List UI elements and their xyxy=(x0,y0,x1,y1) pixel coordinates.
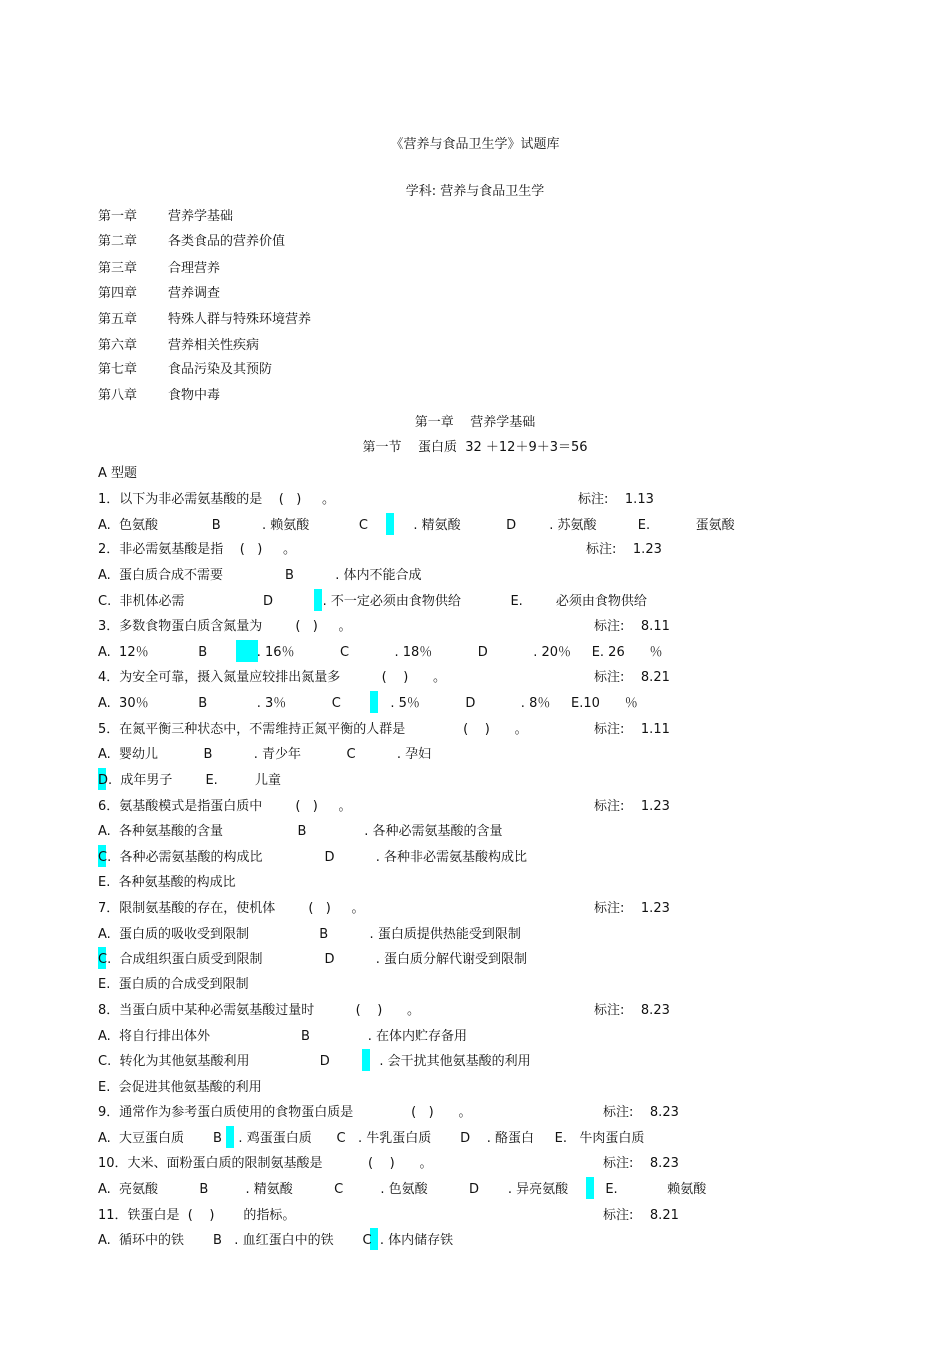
toc-chapter-number: 第六章 xyxy=(98,338,138,353)
toc-chapter-title: 食品污染及其预防 xyxy=(168,362,273,377)
option-line: A. 婴幼儿 B . 青少年 C . 孕妇 xyxy=(98,747,432,762)
option-line: C. 合成组织蛋白质受到限制 D . 蛋白质分解代谢受到限制 xyxy=(98,952,528,967)
chapter-heading: 第一章 营养学基础 xyxy=(414,415,536,430)
option-line: E. 会促进其他氨基酸的利用 xyxy=(98,1080,262,1095)
question-type-heading: A 型题 xyxy=(98,466,138,481)
toc-item xyxy=(0,361,950,379)
question-mark: 标注: 8.23 xyxy=(594,1003,670,1018)
question-mark: 标注: 1.23 xyxy=(586,542,662,557)
question-stem: 4．为安全可靠，摄入氮量应较排出氮量多 ( ) 。 xyxy=(98,670,447,685)
question-mark: 标注: 1.23 xyxy=(594,799,670,814)
toc-item xyxy=(0,387,950,405)
question-stem: 5．在氮平衡三种状态中，不需维持正氮平衡的人群是 ( ) 。 xyxy=(98,722,528,737)
question-stem: 2．非必需氨基酸是指 ( ) 。 xyxy=(98,542,297,557)
question-stem: 11．铁蛋白是 ( ) 的指标。 xyxy=(98,1208,296,1223)
question-stem: 10．大米、面粉蛋白质的限制氨基酸是 ( ) 。 xyxy=(98,1156,433,1171)
option-line: D. 成年男子 E. 儿童 xyxy=(98,773,282,788)
toc-chapter-number: 第八章 xyxy=(98,388,138,403)
question-mark: 标注: 8.11 xyxy=(594,619,670,634)
toc-chapter-number: 第三章 xyxy=(98,261,138,276)
toc-item xyxy=(0,260,950,278)
section-heading: 第一节 蛋白质 32 ＋12＋9＋3＝56 xyxy=(362,440,588,455)
question-mark: 标注: 1.23 xyxy=(594,901,670,916)
toc-chapter-title: 营养相关性疾病 xyxy=(168,338,260,353)
document-title: 《营养与食品卫生学》试题库 xyxy=(390,137,560,152)
question-stem: 9．通常作为参考蛋白质使用的食物蛋白质是 ( ) 。 xyxy=(98,1105,472,1120)
toc-chapter-number: 第五章 xyxy=(98,312,138,327)
option-line: A. 各种氨基酸的含量 B . 各种必需氨基酸的含量 xyxy=(98,824,503,839)
question-mark: 标注: 8.23 xyxy=(603,1105,679,1120)
question-stem: 3．多数食物蛋白质含氮量为 ( ) 。 xyxy=(98,619,352,634)
question-stem: 6．氨基酸模式是指蛋白质中 ( ) 。 xyxy=(98,799,352,814)
option-line: A. 色氨酸 B . 赖氨酸 C . 精氨酸 D . 苏氨酸 E. 蛋氨酸 xyxy=(98,518,735,533)
subject-line: 学科: 营养与食品卫生学 xyxy=(405,184,545,199)
question-mark: 标注: 8.21 xyxy=(594,670,670,685)
option-line: A. 30％ B . 3％ C . 5％ D . 8％ E.10 ％ xyxy=(98,696,638,711)
option-line: E. 各种氨基酸的构成比 xyxy=(98,875,236,890)
option-line: A. 大豆蛋白质 B . 鸡蛋蛋白质 C . 牛乳蛋白质 D . 酪蛋白 E. 牛肉蛋白质 xyxy=(98,1131,645,1146)
option-line: A. 蛋白质的吸收受到限制 B . 蛋白质提供热能受到限制 xyxy=(98,927,521,942)
toc-chapter-title: 各类食品的营养价值 xyxy=(168,234,286,249)
toc-chapter-title: 营养调查 xyxy=(168,286,221,301)
toc-chapter-title: 特殊人群与特殊环境营养 xyxy=(168,312,312,327)
toc-item xyxy=(0,285,950,303)
option-line: C. 转化为其他氨基酸利用 D . 会干扰其他氨基酸的利用 xyxy=(98,1054,531,1069)
question-stem: 7．限制氨基酸的存在，使机体 ( ) 。 xyxy=(98,901,365,916)
option-line: C. 各种必需氨基酸的构成比 D . 各种非必需氨基酸构成比 xyxy=(98,850,528,865)
toc-chapter-number: 第七章 xyxy=(98,362,138,377)
toc-item xyxy=(0,233,950,251)
question-stem: 1．以下为非必需氨基酸的是 ( ) 。 xyxy=(98,492,336,507)
toc-chapter-number: 第二章 xyxy=(98,234,138,249)
option-line: C. 非机体必需 D . 不一定必须由食物供给 E. 必须由食物供给 xyxy=(98,594,647,609)
option-line: A. 12％ B . 16％ C . 18％ D . 20％ E. 26 ％ xyxy=(98,645,663,660)
option-line: A. 蛋白质合成不需要 B . 体内不能合成 xyxy=(98,568,422,583)
option-line: E. 蛋白质的合成受到限制 xyxy=(98,977,249,992)
toc-item xyxy=(0,337,950,355)
option-line: A. 将自行排出体外 B . 在体内贮存备用 xyxy=(98,1029,468,1044)
question-stem: 8．当蛋白质中某种必需氨基酸过量时 ( ) 。 xyxy=(98,1003,421,1018)
toc-chapter-title: 合理营养 xyxy=(168,261,221,276)
toc-item xyxy=(0,208,950,226)
question-mark: 标注: 1.11 xyxy=(594,722,670,737)
question-mark: 标注: 1.13 xyxy=(578,492,654,507)
toc-chapter-number: 第一章 xyxy=(98,209,138,224)
toc-chapter-number: 第四章 xyxy=(98,286,138,301)
option-line: A. 亮氨酸 B . 精氨酸 C . 色氨酸 D . 异亮氨酸 E. 赖氨酸 xyxy=(98,1182,707,1197)
toc-chapter-title: 营养学基础 xyxy=(168,209,234,224)
toc-chapter-title: 食物中毒 xyxy=(168,388,221,403)
question-mark: 标注: 8.21 xyxy=(603,1208,679,1223)
question-mark: 标注: 8.23 xyxy=(603,1156,679,1171)
option-line: A. 循环中的铁 B . 血红蛋白中的铁 C . 体内储存铁 xyxy=(98,1233,454,1248)
toc-item xyxy=(0,311,950,329)
